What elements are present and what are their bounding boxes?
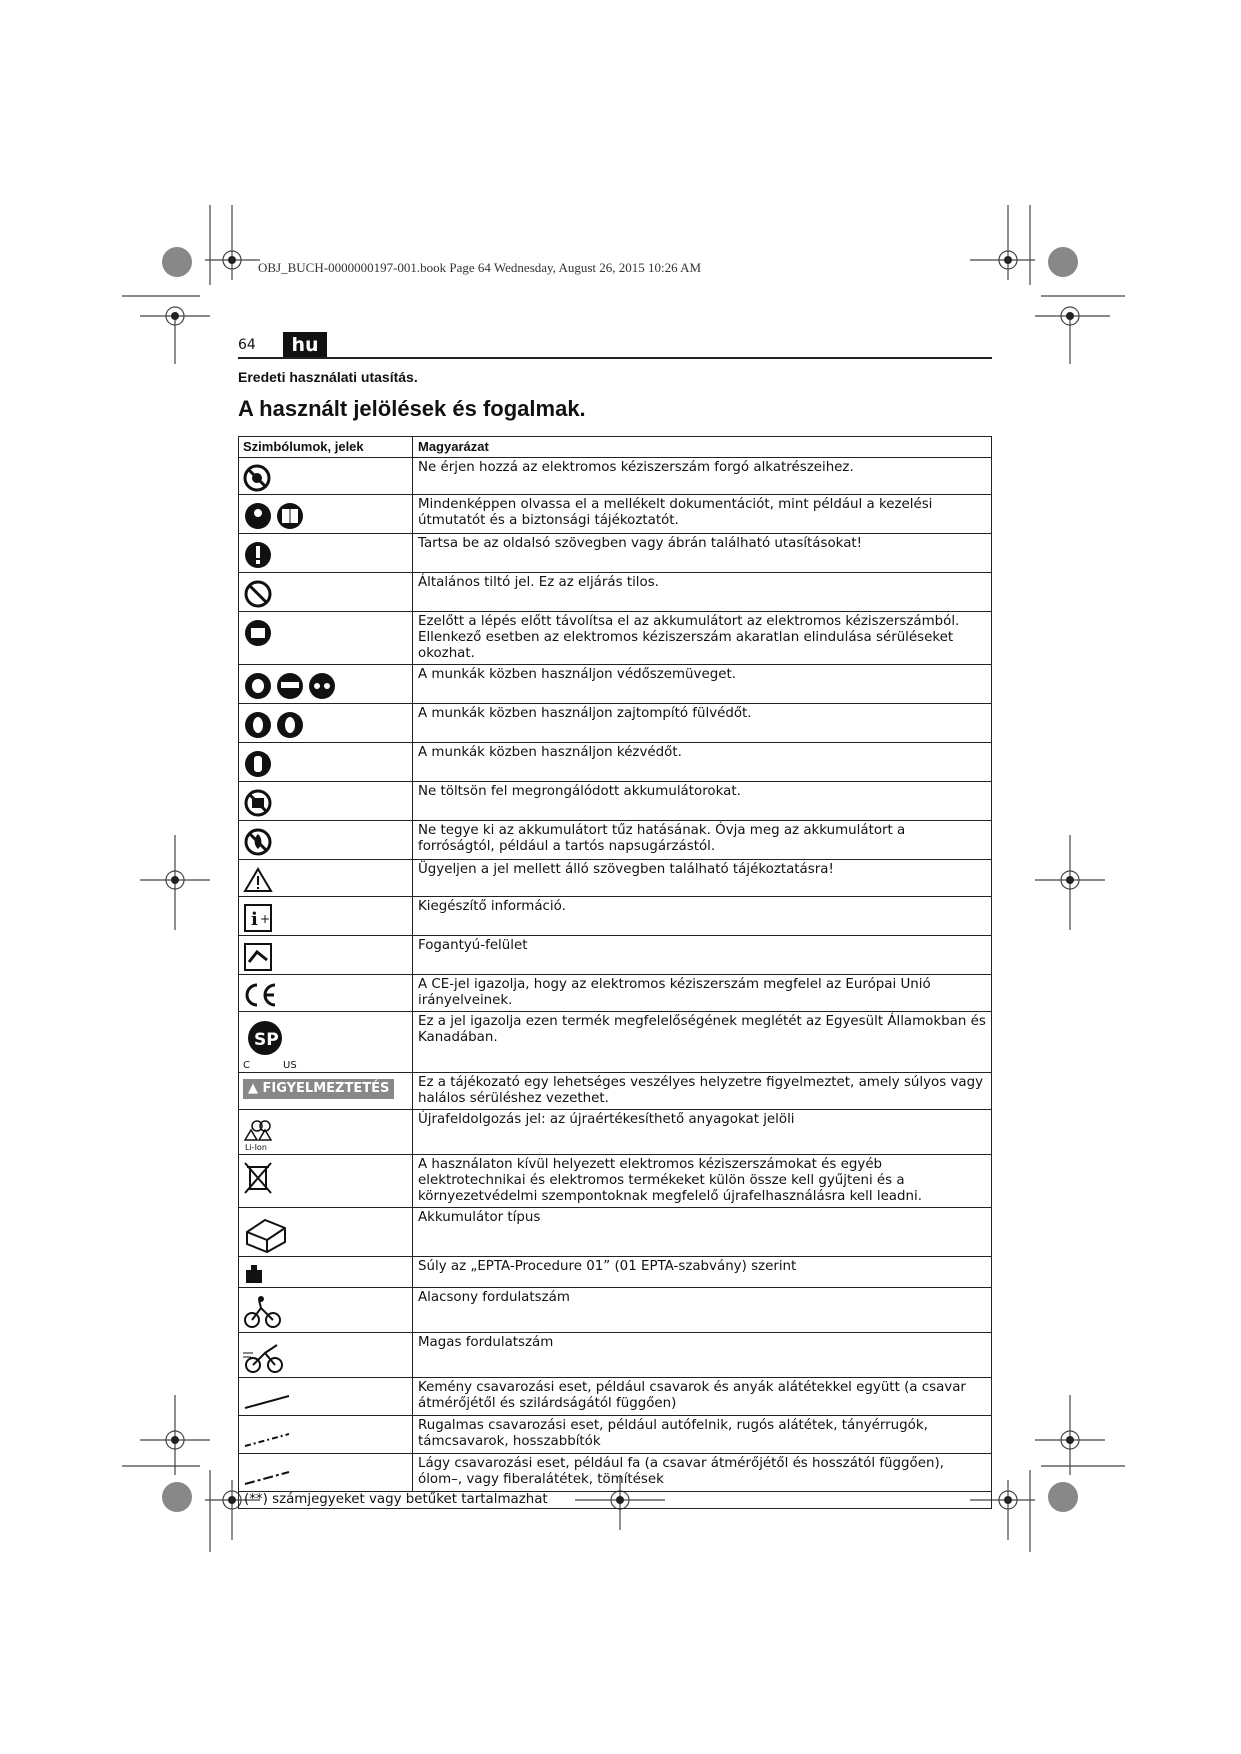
table-row: [239, 1208, 992, 1257]
remove-battery-icon: [243, 618, 275, 648]
table-row: [239, 665, 992, 704]
page-number: 64: [238, 337, 256, 353]
no-charge-damaged-battery-icon: [243, 788, 275, 818]
recycle-label: Li-Ion: [245, 1143, 267, 1152]
table-row: [239, 612, 992, 665]
row-text: A CE-jel igazolja, hogy az elektromos kéziszerszám megfelel az Európai Unió irányelveinek.: [413, 975, 992, 1012]
svg-text:SP: SP: [254, 1030, 279, 1050]
high-speed-bike-icon: [243, 1339, 287, 1375]
row-text: Ne tegye ki az akkumulátort tűz hatásának. Óvja meg az akkumulátort a forróságtól, például a tartós napsugárzástól.: [413, 821, 992, 860]
row-text: Mindenképpen olvassa el a mellékelt dokumentációt, mint például a kezelési útmutatót és a biztonsági tájékoztatót.: [413, 495, 992, 534]
row-text: Kemény csavarozási eset, például csavarok és anyák alátétekkel együtt (a csavar átmérőjétől és szilárdságától függően): [413, 1378, 992, 1416]
row-text: A munkák közben használjon védőszemüveget.: [413, 665, 992, 704]
table-row: [239, 1257, 992, 1288]
warning-label-icon: ▲ FIGYELMEZTETÉS: [243, 1079, 394, 1099]
crossed-bin-icon: [243, 1161, 275, 1197]
csa-left-label: C: [243, 1060, 250, 1070]
subheading: Eredeti használati utasítás.: [238, 369, 418, 385]
table-row: [239, 1110, 992, 1155]
footnote: (**) számjegyeket vagy betűket tartalmazhat: [239, 1492, 992, 1509]
mandatory-exclamation-icon: [243, 540, 275, 570]
warning-triangle-icon: [243, 866, 275, 894]
hard-joint-line-icon: [243, 1384, 293, 1412]
no-touch-rotating-icon: [243, 464, 275, 492]
table-row: [239, 860, 992, 897]
row-text: Fogantyú-felület: [413, 936, 992, 975]
row-text: Ügyeljen a jel mellett álló szövegben található tájékoztatásra!: [413, 860, 992, 897]
svg-text:+: +: [260, 912, 271, 926]
table-row: [239, 1012, 992, 1073]
table-row: [239, 975, 992, 1012]
col-explanation-header: Magyarázat: [413, 437, 992, 458]
weight-icon: [243, 1263, 267, 1285]
table-row: [239, 743, 992, 782]
row-text: Lágy csavarozási eset, például fa (a csavar átmérőjétől és hosszától függően), ólom–, vagy fiberalátétek, tömítések: [413, 1454, 992, 1492]
no-fire-battery-icon: [243, 827, 275, 857]
table-row: [239, 573, 992, 612]
table-row: [239, 534, 992, 573]
row-text: Újrafeldolgozás jel: az újraértékesíthető anyagokat jelöli: [413, 1110, 992, 1155]
row-text: Rugalmas csavarozási eset, például autófelnik, rugós alátétek, tányérrugók, támcsavarok, hosszabbítók: [413, 1416, 992, 1454]
header-rule: [238, 357, 992, 359]
ce-mark-icon: [243, 981, 283, 1009]
col-symbols-header: Szimbólumok, jelek: [239, 437, 413, 458]
row-text: Ez a tájékozató egy lehetséges veszélyes helyzetre figyelmeztet, amely súlyos vagy halálos sérüléshez vezethet.: [413, 1073, 992, 1110]
csa-right-label: US: [283, 1060, 297, 1070]
table-row: [239, 704, 992, 743]
row-text: Súly az „EPTA-Procedure 01” (01 EPTA-szabvány) szerint: [413, 1257, 992, 1288]
row-text: A használaton kívül helyezett elektromos kéziszerszámokat és egyéb elektrotechnikai és elektromos termékeket külön össze kell gyűjteni és a környezetvédelmi szempontoknak megfelelő újrafelhasználásra kell leadni.: [413, 1155, 992, 1208]
row-text: Ne érjen hozzá az elektromos kéziszerszám forgó alkatrészeihez.: [413, 458, 992, 495]
table-row: [239, 821, 992, 860]
row-text: Alacsony fordulatszám: [413, 1288, 992, 1333]
protective-equipment-icon: [243, 671, 343, 701]
svg-text:i: i: [251, 909, 258, 930]
table-row: [239, 1333, 992, 1378]
table-row: [239, 897, 992, 936]
csa-mark-icon: [243, 1018, 303, 1070]
low-speed-bike-icon: [243, 1294, 283, 1330]
table-row: [239, 495, 992, 534]
table-row: [239, 1288, 992, 1333]
gloves-icon: [243, 749, 275, 779]
table-row: [239, 458, 992, 495]
row-text: Akkumulátor típus: [413, 1208, 992, 1257]
row-text: Tartsa be az oldalsó szövegben vagy ábrán található utasításokat!: [413, 534, 992, 573]
battery-pack-icon: [243, 1214, 289, 1254]
prohibition-icon: [243, 579, 275, 609]
table-row: [239, 936, 992, 975]
ear-protection-icon: [243, 710, 313, 740]
row-text: Ez a jel igazolja ezen termék megfelelőségének meglétét az Egyesült Államokban és Kanadában.: [413, 1012, 992, 1073]
row-text: A munkák közben használjon zajtompító fülvédőt.: [413, 704, 992, 743]
row-text: Ne töltsön fel megrongálódott akkumulátorokat.: [413, 782, 992, 821]
table-row: [239, 1416, 992, 1454]
row-text: Kiegészítő információ.: [413, 897, 992, 936]
row-text: Ezelőtt a lépés előtt távolítsa el az akkumulátort az elektromos kéziszerszámból. Ellenkező esetben az elektromos kéziszerszám akaratlan elindulása sérüléseket okozhat.: [413, 612, 992, 665]
info-plus-icon: [243, 903, 275, 933]
language-badge: hu: [283, 332, 327, 358]
row-text: A munkák közben használjon kézvédőt.: [413, 743, 992, 782]
table-header-row: [239, 437, 992, 458]
table-row: [239, 782, 992, 821]
table-row: [239, 1155, 992, 1208]
page-title: A használt jelölések és fogalmak.: [238, 396, 586, 421]
book-info-line: OBJ_BUCH-0000000197-001.book Page 64 Wednesday, August 26, 2015 10:26 AM: [258, 260, 702, 275]
row-text: Magas fordulatszám: [413, 1333, 992, 1378]
elastic-joint-line-icon: [243, 1422, 293, 1450]
table-row: [239, 1454, 992, 1492]
row-text: Általános tiltó jel. Ez az eljárás tilos.: [413, 573, 992, 612]
read-manual-icon: [243, 501, 313, 531]
soft-joint-line-icon: [243, 1460, 293, 1488]
symbols-table: [238, 436, 992, 1509]
table-row: [239, 1378, 992, 1416]
table-row: [239, 1073, 992, 1110]
table-footnote-row: [239, 1492, 992, 1509]
recycling-li-ion-icon: [243, 1116, 283, 1152]
grip-surface-icon: [243, 942, 275, 972]
warning-label-text: FIGYELMEZTETÉS: [262, 1081, 390, 1096]
